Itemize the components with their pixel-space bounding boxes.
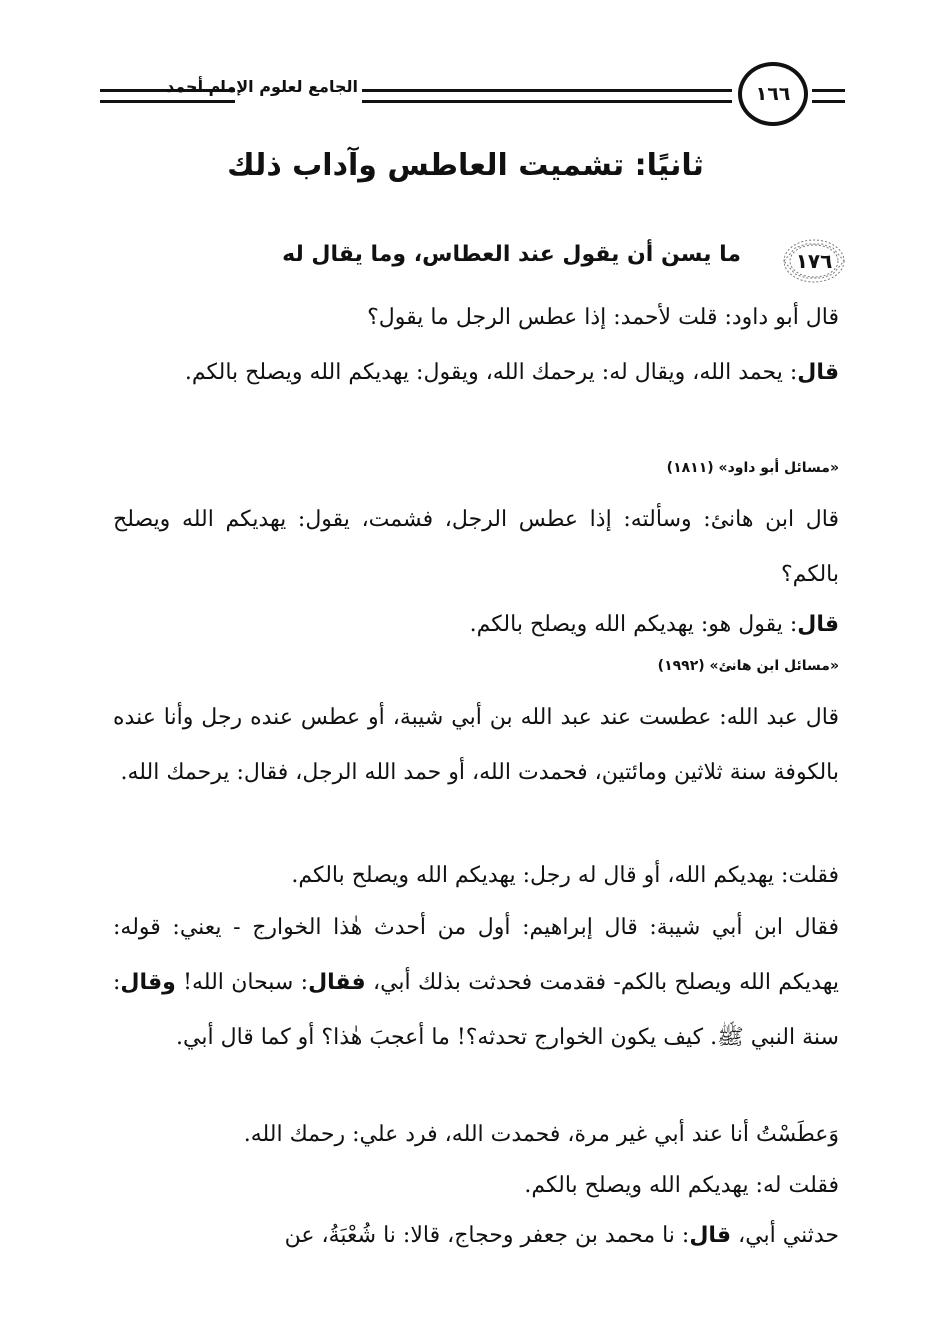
- book-title: الجامع لعلوم الإمام أحمد: [166, 77, 358, 96]
- paragraph-text: فقلت: يهديكم الله، أو قال له رجل: يهديكم الله ويصلح بالكم.: [291, 863, 839, 888]
- paragraph-text: : نا محمد بن جعفر وحجاج، قالا: نا شُعْبَةُ، عن: [284, 1223, 690, 1248]
- page-number: ١٦٦: [738, 62, 808, 126]
- paragraph-text: وَعطَسْتُ أنا عند أبي غير مرة، فحمدت الله، فرد علي: رحمك الله.: [243, 1122, 839, 1147]
- paragraph: [113, 848, 839, 903]
- paragraph: [113, 290, 839, 345]
- page-header: [100, 62, 845, 132]
- paragraph: [113, 1208, 839, 1263]
- paragraph: [113, 900, 839, 1065]
- header-rule-right: [812, 89, 845, 103]
- paragraph-text: : يحمد الله، ويقال له: يرحمك الله، ويقول: يهديكم الله ويصلح بالكم.: [184, 360, 798, 385]
- speaker-label: قال: [797, 360, 839, 385]
- paragraph-text: : سبحان الله!: [175, 970, 309, 995]
- paragraph-text: فقال ابن أبي شيبة: قال إبراهيم: أول من أحدث هٰذا الخوارج - يعني: قوله: يهديكم الله ويصلح بالكم- فقدمت فحدثت بذلك أبي،: [113, 915, 839, 995]
- paragraph-text: : يقول هو: يهديكم الله ويصلح بالكم.: [469, 612, 798, 637]
- question-title: ما يسن أن يقول عند العطاس، وما يقال له: [282, 242, 741, 267]
- speaker-label: وقال: [120, 970, 176, 995]
- paragraph: [113, 492, 839, 602]
- paragraph: [113, 345, 839, 400]
- paragraph: [113, 597, 839, 652]
- speaker-label: فقال: [308, 970, 366, 995]
- question-number: ١٧٦: [795, 249, 833, 273]
- paragraph-text: فقلت له: يهديكم الله ويصلح بالكم.: [524, 1173, 839, 1198]
- section-title: ثانيًا: تشميت العاطس وآداب ذلك: [227, 148, 704, 183]
- paragraph: [113, 1107, 839, 1162]
- paragraph-text: قال عبد الله: عطست عند عبد الله بن أبي شيبة، أو عطس عنده رجل وأنا عنده بالكوفة سنة ثلاثين ومائتين، فحمدت الله، أو حمد الله الرجل، فقال: يرحمك الله.: [113, 705, 839, 785]
- paragraph: [113, 690, 839, 800]
- paragraph: [113, 1158, 839, 1213]
- question-number-badge: [781, 236, 847, 286]
- source-citation: «مسائل ابن هانئ» (١٩٩٢): [657, 658, 839, 674]
- header-rule-middle: [362, 89, 732, 103]
- paragraph-text: قال أبو داود: قلت لأحمد: إذا عطس الرجل ما يقول؟: [367, 305, 839, 330]
- source-citation: «مسائل أبو داود» (١٨١١): [666, 460, 839, 476]
- speaker-label: قال: [689, 1223, 732, 1248]
- paragraph-text: قال ابن هانئ: وسألته: إذا عطس الرجل، فشمت، يقول: يهديكم الله ويصلح بالكم؟: [113, 507, 839, 587]
- paragraph-text: : سنة النبي ﷺ. كيف يكون الخوارج تحدثه؟! ما أعجبَ هٰذا؟ أو كما قال أبي.: [113, 970, 839, 1050]
- paragraph-text: حدثني أبي،: [731, 1223, 839, 1248]
- speaker-label: قال: [797, 612, 839, 637]
